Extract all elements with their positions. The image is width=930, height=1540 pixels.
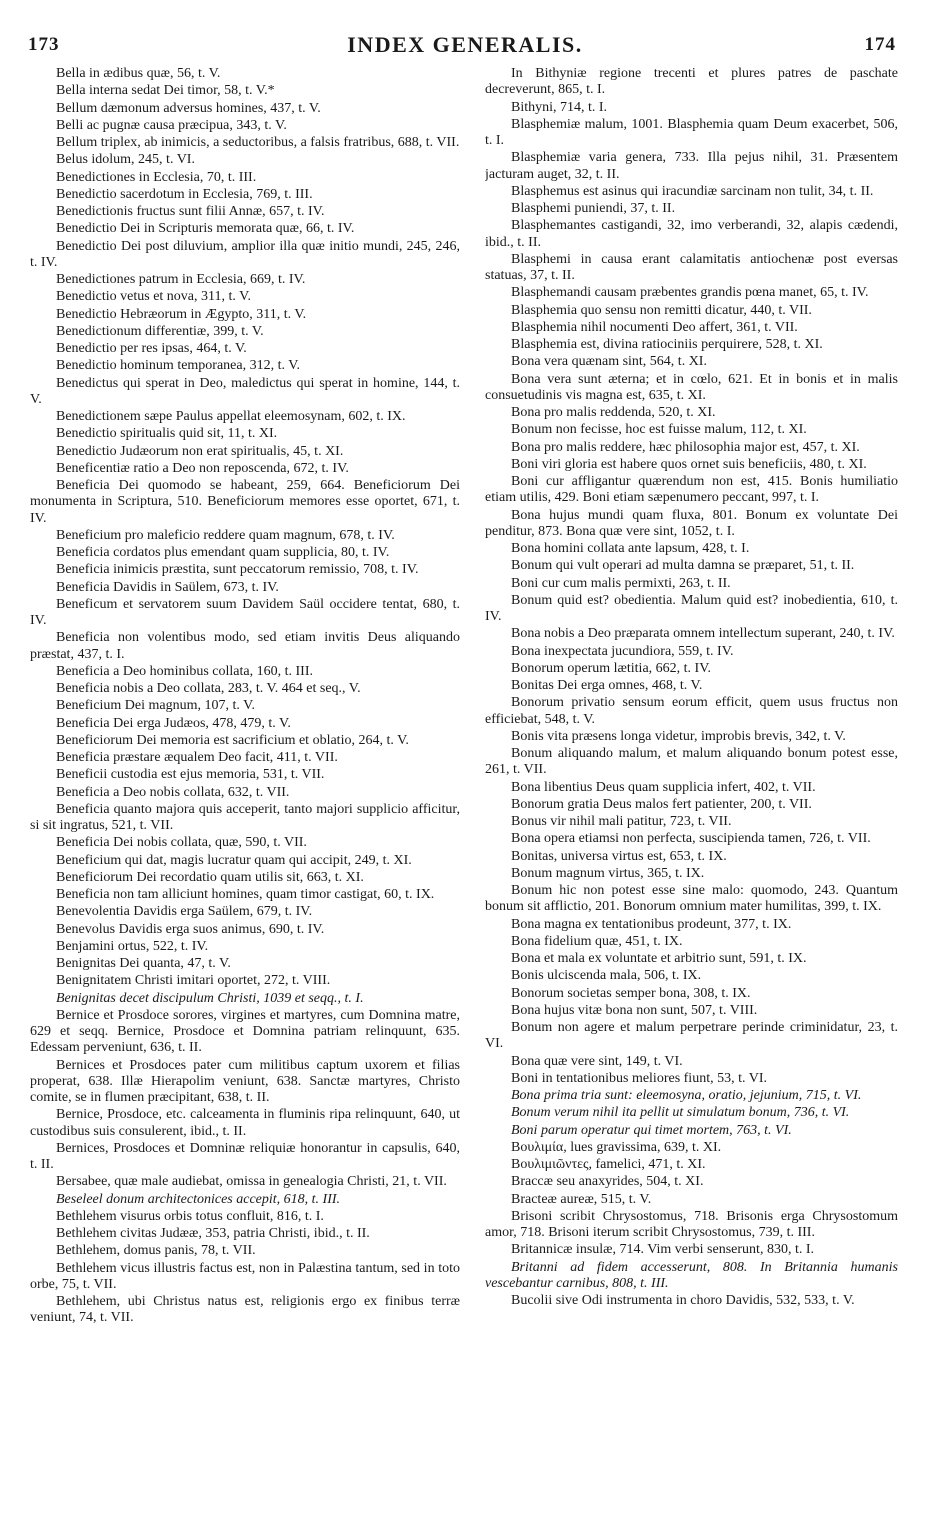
page-header — [0, 0, 930, 62]
index-entry: Bona hujus vitæ bona non sunt, 507, t. VIII. — [511, 1002, 758, 1018]
index-entry: Beneficia inimicis præstita, sunt peccatorum remissio, 708, t. IV. — [56, 562, 419, 578]
index-entry: Bonum verum nihil ita pellit ut simulatum bonum, 736, t. VI. — [511, 1105, 850, 1121]
index-entry: Bellum dæmonum adversus homines, 437, t. V. — [56, 100, 321, 116]
index-entry: Benedictus qui sperat in Deo, maledictus qui sperat in homine, 144, t. V. — [30, 375, 460, 407]
index-entry: Benedictio vetus et nova, 311, t. V. — [56, 289, 251, 305]
index-entry: Bona opera etiamsi non perfecta, suscipienda tamen, 726, t. VII. — [511, 831, 871, 847]
index-entry: Bonum non agere et malum perpetrare perinde criminidatur, 23, t. VI. — [485, 1020, 898, 1052]
index-entry: Bernice et Prosdoce sorores, virgines et martyres, cum Domnina matre, 629 et seqq. Bernice, Prosdoce et Domnina patriam relinquunt, 635. Edessam perveniunt, 636, t. II. — [30, 1007, 460, 1056]
index-entry: Bona vera sunt æterna; et in cœlo, 621. Et in bonis et in malis consuetudinis vis magna est, 635, t. XI. — [485, 371, 898, 403]
index-entry: Beneficia cordatos plus emendant quam supplicia, 80, t. IV. — [56, 545, 390, 560]
index-entry: Bersabee, quæ male audiebat, omissa in genealogia Christi, 21, t. VII. — [56, 1174, 447, 1190]
index-entry: Bethlehem, ubi Christus natus est, religionis ergo ex finibus terræ veniunt, 74, t. VII. — [30, 1294, 460, 1326]
index-entry: Beneficia Dei nobis collata, quæ, 590, t. VII. — [56, 835, 307, 851]
index-entry: Britannicæ insulæ, 714. Vim verbi senserunt, 830, t. I. — [511, 1242, 814, 1258]
index-entry: Blasphemantes castigandi, 32, imo verberandi, 32, alapis cædendi, ibid., t. II. — [485, 218, 898, 250]
index-entry: Beneficia non volentibus modo, sed etiam invitis Deus aliquando præstat, 437, t. I. — [30, 630, 460, 662]
index-entry: Beneficum et servatorem suum Davidem Saül occidere tentat, 680, t. IV. — [30, 596, 460, 628]
index-entry: Bethlehem visurus orbis totus confluit, 816, t. I. — [56, 1208, 324, 1224]
index-entry: Bonum quid est? obedientia. Malum quid est? inobedientia, 610, t. IV. — [485, 592, 898, 624]
index-entry: Blasphemia quo sensu non remitti dicatur, 440, t. VII. — [511, 302, 812, 318]
index-entry: Beseleel donum architectonices accepit, 618, t. III. — [56, 1191, 341, 1207]
index-entry: Benedictionum differentiæ, 399, t. V. — [56, 323, 264, 339]
index-entry: Bethlehem, domus panis, 78, t. VII. — [56, 1243, 256, 1259]
index-entry: Blasphemiæ varia genera, 733. Illa pejus nihil, 31. Præsentem jacturam auget, 32, t. II. — [485, 150, 898, 182]
index-entry: Bithyni, 714, t. I. — [511, 99, 608, 115]
index-entry: Βουλιμία, lues gravissima, 639, t. XI. — [511, 1139, 722, 1155]
index-entry: Beneficiorum Dei recordatio quam utilis sit, 663, t. XI. — [56, 869, 364, 885]
index-entry: Benedictio spiritualis quid sit, 11, t. XI. — [56, 426, 278, 442]
index-entry: Benedictiones patrum in Ecclesia, 669, t. IV. — [56, 272, 306, 287]
index-entry: Boni cur affligantur quærendum non est, 415. Bonis humiliatio etiam utilis, 429. Boni etiam sæpenumero peccant, 997, t. I. — [485, 474, 898, 506]
index-entry: Benevolentia Davidis erga Saülem, 679, t. IV. — [56, 904, 313, 920]
index-entry: Bucolii sive Odi instrumenta in choro Davidis, 532, 533, t. V. — [511, 1293, 855, 1308]
index-entry: Beneficium pro maleficio reddere quam magnum, 678, t. IV. — [56, 527, 395, 543]
index-entry: Bonorum gratia Deus malos fert patienter, 200, t. VII. — [511, 796, 812, 812]
index-entry: Bona magna ex tentationibus prodeunt, 377, t. IX. — [511, 916, 792, 932]
index-entry: Benedictionem sæpe Paulus appellat eleemosynam, 602, t. IX. — [56, 409, 406, 424]
index-entry: Benedictio Dei post diluvium, amplior illa quæ initio mundi, 245, 246, t. IV. — [30, 238, 460, 270]
index-entry: Bonum qui vult operari ad multa damna se præparet, 51, t. II. — [511, 558, 855, 574]
index-entry: Beneficia a Deo hominibus collata, 160, t. III. — [56, 663, 313, 679]
index-entry: Beneficia non tam alliciunt homines, quam timor castigat, 60, t. IX. — [56, 887, 435, 902]
index-entry: Benjamini ortus, 522, t. IV. — [56, 938, 209, 954]
index-entry: Blasphemi in causa erant calamitatis antiochenæ post eversas statuas, 37, t. II. — [485, 251, 898, 283]
index-entry: Bernices et Prosdoces pater cum militibus captum uxorem et filias properat, 638. Illæ Hierapolim veniunt, 638. Sanctæ martyres, Christo comite, se in flumen præcipitant, 638, t. II. — [30, 1057, 460, 1105]
page-number-left: 173 — [28, 34, 60, 55]
index-entry: Braccæ seu anaxyrides, 504, t. XI. — [511, 1174, 704, 1190]
index-entry: Benevolus Davidis erga suos animus, 690, t. IV. — [56, 921, 325, 937]
index-entry: Bona homini collata ante lapsum, 428, t. I. — [511, 541, 750, 556]
index-column-left — [30, 66, 460, 1536]
index-entry: Benedictionis fructus sunt filii Annæ, 657, t. IV. — [56, 204, 325, 219]
index-entry: Benedictio per res ipsas, 464, t. V. — [56, 341, 247, 356]
index-entry: Bonitas Dei erga omnes, 468, t. V. — [511, 678, 703, 693]
index-entry: Beneficium qui dat, magis lucratur quam qui accipit, 249, t. XI. — [56, 852, 412, 868]
index-entry: Benedictiones in Ecclesia, 70, t. III. — [56, 169, 257, 185]
index-entry: Beneficia Dei quomodo se habeant, 259, 664. Beneficiorum Dei monumenta in Scriptura, 510. Beneficiorum memores esse oportet, 671, t. IV. — [30, 478, 460, 526]
index-entry: Bellum triplex, ab inimicis, a seductoribus, a falsis fratribus, 688, t. VII. — [56, 135, 460, 150]
index-entry: Blasphemia est, divina ratiociniis perquirere, 528, t. XI. — [511, 337, 823, 352]
index-entry: Bona fidelium quæ, 451, t. IX. — [511, 933, 683, 949]
index-entry: Bonum non fecisse, hoc est fuisse malum, 112, t. XI. — [511, 422, 807, 438]
index-entry: Bonum aliquando malum, et malum aliquando bonum potest esse, 261, t. VII. — [485, 746, 898, 778]
index-entry: Bella interna sedat Dei timor, 58, t. V.* — [56, 83, 275, 99]
index-entry: Benedictio Judæorum non erat spiritualis, 45, t. XI. — [56, 443, 344, 459]
page-number-right: 174 — [864, 34, 896, 55]
index-entry: Bona prima tria sunt: eleemosyna, oratio, jejunium, 715, t. VI. — [511, 1088, 862, 1103]
index-entry: Bona libentius Deus quam supplicia infert, 402, t. VII. — [511, 779, 816, 795]
index-entry: Bonitas, universa virtus est, 653, t. IX. — [511, 848, 727, 864]
index-entry: Benignitas decet discipulum Christi, 1039 et seqq., t. I. — [56, 990, 364, 1006]
index-entry: Bona quæ vere sint, 149, t. VI. — [511, 1053, 683, 1069]
index-entry: Beneficii custodia est ejus memoria, 531, t. VII. — [56, 767, 325, 783]
index-entry: Benignitas Dei quanta, 47, t. V. — [56, 956, 231, 971]
index-entry: Blasphemi puniendi, 37, t. II. — [511, 201, 676, 216]
index-entry: Beneficiorum Dei memoria est sacrificium et oblatio, 264, t. V. — [56, 732, 409, 748]
index-entry: Beneficia præstare æqualem Deo facit, 411, t. VII. — [56, 750, 338, 765]
index-entry: Beneficia Davidis in Saülem, 673, t. IV. — [56, 579, 279, 595]
index-entry: Βουλιμιῶντες, famelici, 471, t. XI. — [511, 1157, 706, 1172]
index-entry: Bona hujus mundi quam fluxa, 801. Bonum ex voluntate Dei penditur, 873. Bona quæ vere sint, 1052, t. I. — [485, 507, 898, 539]
index-entry: Bona inexpectata jucundiora, 559, t. IV. — [511, 643, 734, 659]
index-entry: Belus idolum, 245, t. VI. — [56, 152, 195, 168]
index-entry: Bona pro malis reddenda, 520, t. XI. — [511, 405, 716, 420]
index-entry: Bona pro malis reddere, hæc philosophia major est, 457, t. XI. — [511, 439, 860, 455]
index-entry: Beneficia quanto majora quis acceperit, tanto majori supplicio afficitur, si sit ingratus, 521, t. VII. — [30, 801, 460, 833]
index-entry: Brisoni scribit Chrysostomus, 718. Brisonis erga Chrysostomum amor, 718. Brisoni iterum scribit Chrysostomus, 739, t. III. — [485, 1208, 898, 1240]
index-entry: Bella in ædibus quæ, 56, t. V. — [56, 66, 221, 81]
index-entry: Boni cur cum malis permixti, 263, t. II. — [511, 575, 731, 591]
index-entry: Bonorum societas semper bona, 308, t. IX. — [511, 985, 751, 1001]
page-title: INDEX GENERALIS. — [347, 32, 583, 57]
index-entry: Blasphemiæ malum, 1001. Blasphemia quam Deum exacerbet, 506, t. I. — [485, 116, 898, 148]
index-entry: Bonum magnum virtus, 365, t. IX. — [511, 865, 705, 881]
index-entry: Bethlehem vicus illustris factus est, non in Palæstina tantum, sed in toto orbe, 75, t. VII. — [30, 1260, 460, 1292]
index-entry: Benignitatem Christi imitari oportet, 272, t. VIII. — [56, 973, 331, 989]
index-entry: Boni parum operatur qui timet mortem, 763, t. VI. — [511, 1122, 792, 1138]
index-entry: Benedictio Hebræorum in Ægypto, 311, t. V. — [56, 306, 307, 322]
index-entry: Bonorum operum lætitia, 662, t. IV. — [511, 660, 712, 676]
index-column-right — [485, 66, 898, 1536]
index-entry: Blasphemandi causam præbentes grandis pœna manet, 65, t. IV. — [511, 285, 869, 301]
index-entry: Britanni ad fidem accesserunt, 808. In Britannia humanis vescebantur carnibus, 808, t. III. — [485, 1259, 898, 1291]
index-entry: Bonis ulciscenda mala, 506, t. IX. — [511, 968, 702, 984]
index-entry: Blasphemus est asinus qui iracundiæ sarcinam non tulit, 34, t. II. — [511, 183, 874, 199]
index-entry: Bona nobis a Deo præparata omnem intellectum superant, 240, t. IV. — [511, 626, 895, 642]
index-entry: Bona vera quænam sint, 564, t. XI. — [511, 354, 707, 370]
index-entry: Beneficia nobis a Deo collata, 283, t. V. 464 et seq., V. — [56, 681, 361, 696]
index-entry: Beneficentiæ ratio a Deo non reposcenda, 672, t. IV. — [56, 460, 349, 476]
index-entry: Belli ac pugnæ causa præcipua, 343, t. V. — [56, 117, 287, 133]
index-entry: Benedictio Dei in Scripturis memorata quæ, 66, t. IV. — [56, 221, 355, 237]
index-entry: Bonorum privatio sensum eorum efficit, quem usus fructus non efficiebat, 548, t. V. — [485, 695, 898, 727]
index-entry: Beneficia Dei erga Judæos, 478, 479, t. V. — [56, 715, 291, 731]
index-entry: Bonis vita præsens longa videtur, improbis brevis, 342, t. V. — [511, 728, 846, 744]
index-entry: Bracteæ aureæ, 515, t. V. — [511, 1191, 652, 1207]
index-entry: Beneficium Dei magnum, 107, t. V. — [56, 698, 255, 714]
index-entry: Benedictio sacerdotum in Ecclesia, 769, t. III. — [56, 186, 313, 202]
index-entry: Bona et mala ex voluntate et arbitrio sunt, 591, t. IX. — [511, 951, 807, 966]
index-entry: Bethlehem civitas Judææ, 353, patria Christi, ibid., t. II. — [56, 1226, 370, 1241]
index-entry: Bernices, Prosdoces et Domninæ reliquiæ honorantur in capsulis, 640, t. II. — [30, 1140, 460, 1172]
index-entry: Bernice, Prosdoce, etc. calceamenta in fluminis ripa relinquunt, 640, ut custodibus suis consulerent, ibid., t. II. — [30, 1107, 460, 1139]
index-entry: Benedictio hominum temporanea, 312, t. V. — [56, 358, 301, 374]
index-entry: Boni viri gloria est habere quos ornet suis beneficiis, 480, t. XI. — [511, 456, 867, 472]
index-entry: In Bithyniæ regione trecenti et plures patres de paschate decreverunt, 865, t. I. — [485, 66, 898, 98]
index-entry: Beneficia a Deo nobis collata, 632, t. VII. — [56, 784, 290, 800]
index-entry: Bonum hic non potest esse sine malo: quomodo, 243. Quantum bonum sit afflictio, 201. Bonorum omnium mater humilitas, 399, t. IX. — [485, 883, 898, 915]
index-entry: Bonus vir nihil mali patitur, 723, t. VII. — [511, 814, 732, 829]
index-entry: Boni in tentationibus meliores fiunt, 53, t. VI. — [511, 1070, 767, 1086]
index-entry: Blasphemia nihil nocumenti Deo affert, 361, t. VII. — [511, 319, 798, 335]
